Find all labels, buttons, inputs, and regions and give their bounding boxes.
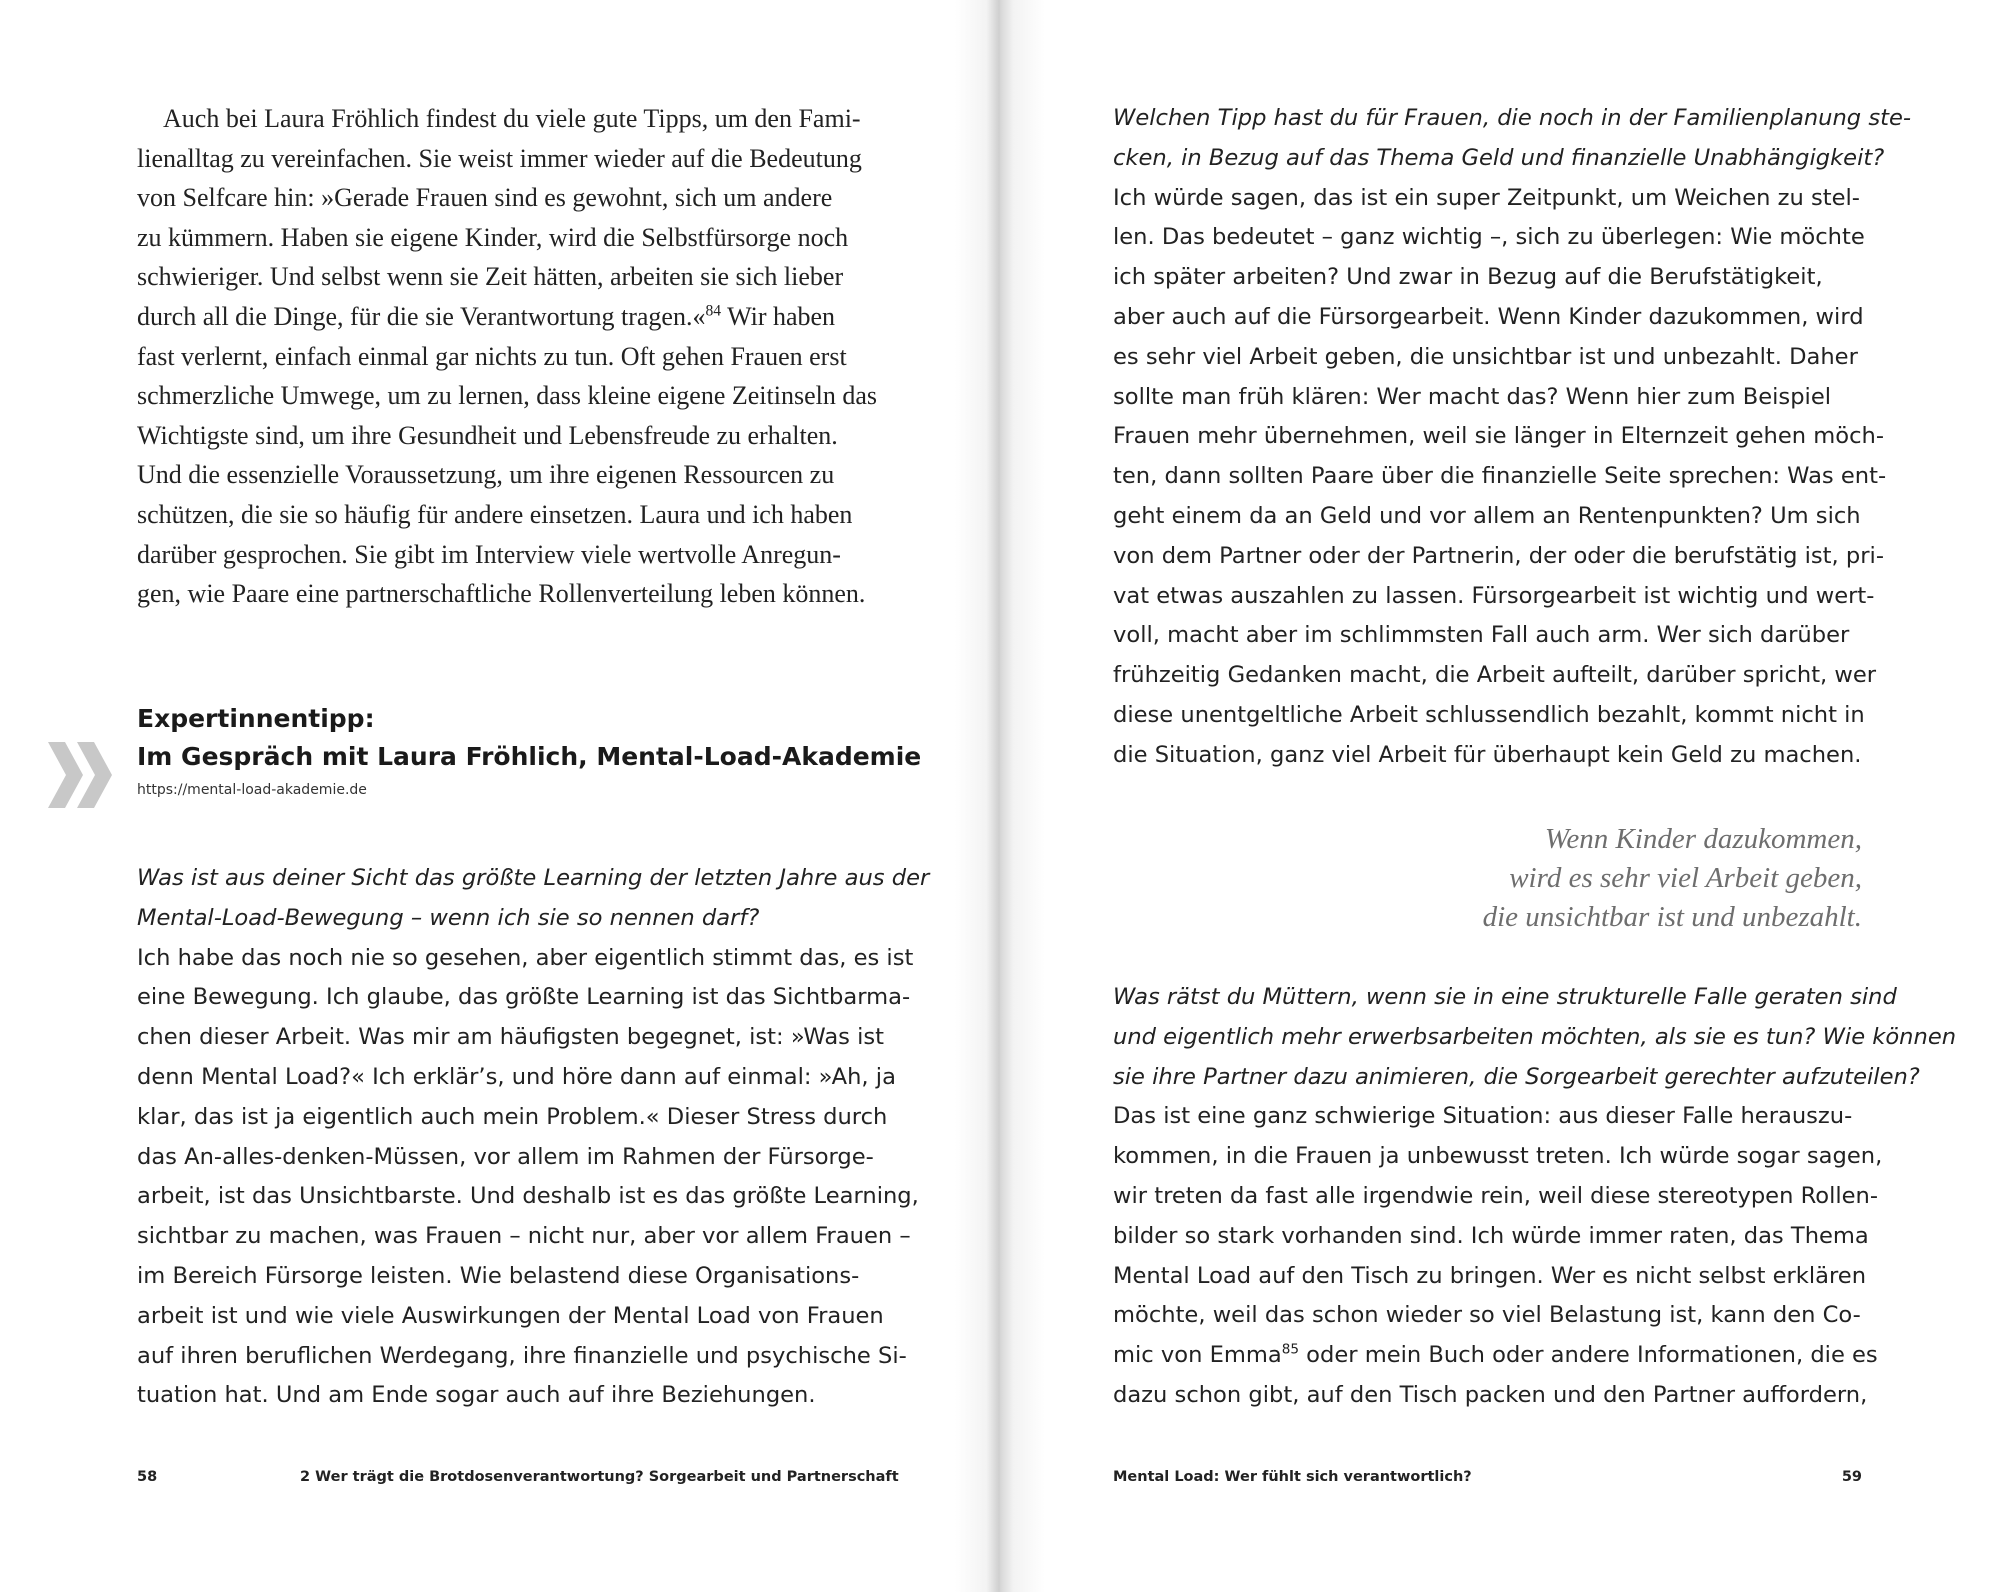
question-line: und eigentlich mehr erwerbsarbeiten möchten, als sie es tun? Wie können — [1113, 1023, 1957, 1050]
answer-line: es sehr viel Arbeit geben, die unsichtbar ist und unbezahlt. Daher — [1113, 343, 1858, 370]
page-number-right: 59 — [1841, 1469, 1862, 1485]
text-line: fast verlernt, einfach einmal gar nichts zu tun. Oft gehen Frauen erst — [137, 341, 847, 371]
question-line: Was rätst du Müttern, wenn sie in eine strukturelle Falle geraten sind — [1113, 984, 1897, 1010]
text-line: Auch bei Laura Fröhlich findest du viele gute Tipps, um den Fami- — [163, 104, 861, 133]
text-line: darüber gesprochen. Sie gibt im Interview viele wertvolle Anregun- — [137, 539, 841, 569]
answer-line: Frauen mehr übernehmen, weil sie länger in Elternzeit gehen möch- — [1113, 423, 1884, 450]
answer-line: ten, dann sollten Paare über die finanzielle Seite sprechen: Was ent- — [1113, 463, 1887, 490]
pull-quote-line: Wenn Kinder dazukommen, — [1544, 823, 1862, 855]
text-line: gen, wie Paare eine partnerschaftliche Rollenverteilung leben können. — [137, 579, 866, 609]
heading-line-1: Expertinnentipp: — [137, 704, 375, 733]
text-line: Und die essenzielle Voraussetzung, um ihre eigenen Ressourcen zu — [137, 460, 835, 490]
text-line: lienalltag zu vereinfachen. Sie weist immer wieder auf die Bedeutung — [137, 143, 862, 173]
section-heading — [137, 700, 921, 776]
double-chevron-right-icon — [48, 742, 118, 808]
question-2 — [1113, 99, 1911, 776]
answer-line: Ich habe das noch nie so gesehen, aber eigentlich stimmt das, es ist — [137, 944, 914, 971]
answer-line: dazu schon gibt, auf den Tisch packen und den Partner auffordern, — [1113, 1381, 1868, 1408]
answer-line: frühzeitig Gedanken macht, die Arbeit aufteilt, darüber spricht, wer — [1113, 662, 1877, 689]
answer-line: len. Das bedeutet – ganz wichtig –, sich zu überlegen: Wie möchte — [1113, 224, 1865, 251]
heading-line-2: Im Gespräch mit Laura Fröhlich, Mental-Load-Akademie — [137, 742, 922, 771]
question-line: cken, in Bezug auf das Thema Geld und finanzielle Unabhängigkeit? — [1113, 144, 1885, 171]
running-head-left: 2 Wer trägt die Brotdosenverantwortung? Sorgearbeit und Partnerschaft — [300, 1469, 899, 1485]
intro-paragraph — [137, 99, 889, 614]
left-page — [0, 0, 994, 1592]
answer-line: bilder so stark vorhanden sind. Ich würde immer raten, das Thema — [1113, 1222, 1869, 1249]
answer-line: chen dieser Arbeit. Was mir am häufigsten begegnet, ist: »Was ist — [137, 1024, 885, 1051]
text-line: Wichtigste sind, um ihre Gesundheit und Lebensfreude zu erhalten. — [137, 420, 838, 450]
question-line: Was ist aus deiner Sicht das größte Learning der letzten Jahre aus der — [137, 865, 930, 891]
pull-quote-line: die unsichtbar ist und unbezahlt. — [1482, 901, 1862, 933]
text-line: schwieriger. Und selbst wenn sie Zeit hätten, arbeiten sie sich lieber — [137, 262, 844, 292]
text-fragment: Wir haben — [721, 301, 836, 331]
answer-line: arbeit ist und wie viele Auswirkungen der Mental Load von Frauen — [137, 1302, 884, 1329]
answer-line: eine Bewegung. Ich glaube, das größte Learning ist das Sichtbarma- — [137, 984, 911, 1011]
answer-line: auf ihren beruflichen Werdegang, ihre finanzielle und psychische Si- — [137, 1342, 907, 1369]
pull-quote — [1162, 820, 1862, 937]
answer-line-with-footnote — [1113, 1336, 1878, 1376]
answer-line: wir treten da fast alle irgendwie rein, weil diese stereotypen Rollen- — [1113, 1182, 1879, 1209]
footnote-ref-84[interactable]: 84 — [705, 302, 722, 320]
running-head-right: Mental Load: Wer fühlt sich verantwortlich? — [1113, 1469, 1472, 1485]
answer-line: voll, macht aber im schlimmsten Fall auch arm. Wer sich darüber — [1113, 622, 1850, 649]
answer-line: geht einem da an Geld und vor allem an Rentenpunkten? Um sich — [1113, 502, 1861, 529]
answer-line: ich später arbeiten? Und zwar in Bezug auf die Berufstätigkeit, — [1113, 264, 1823, 291]
text-line: zu kümmern. Haben sie eigene Kinder, wird die Selbstfürsorge noch — [137, 222, 849, 252]
answer-line: vat etwas auszahlen zu lassen. Fürsorgearbeit ist wichtig und wert- — [1113, 582, 1875, 609]
text-fragment: oder mein Buch oder andere Informationen, die es — [1298, 1342, 1878, 1369]
answer-line: von dem Partner oder der Partnerin, der oder die berufstätig ist, pri- — [1113, 542, 1884, 569]
text-line: von Selfcare hin: »Gerade Frauen sind es gewohnt, sich um andere — [137, 183, 833, 213]
answer-line: sollte man früh klären: Wer macht das? Wenn hier zum Beispiel — [1113, 383, 1832, 410]
answer-line: kommen, in die Frauen ja unbewusst treten. Ich würde sogar sagen, — [1113, 1143, 1883, 1170]
answer-line: die Situation, ganz viel Arbeit für überhaupt kein Geld zu machen. — [1113, 741, 1862, 768]
pull-quote-line: wird es sehr viel Arbeit geben, — [1509, 862, 1862, 894]
answer-line: aber auch auf die Fürsorgearbeit. Wenn Kinder dazukommen, wird — [1113, 303, 1864, 330]
answer-line: sichtbar zu machen, was Frauen – nicht nur, aber vor allem Frauen – — [137, 1223, 911, 1250]
question-1 — [137, 859, 930, 1416]
footnote-ref-85[interactable]: 85 — [1281, 1341, 1299, 1358]
page-number-left: 58 — [137, 1469, 158, 1485]
answer-line: tuation hat. Und am Ende sogar auch auf ihre Beziehungen. — [137, 1382, 816, 1409]
answer-line: Ich würde sagen, das ist ein super Zeitpunkt, um Weichen zu stel- — [1113, 184, 1860, 211]
answer-line: denn Mental Load?« Ich erklär’s, und höre dann auf einmal: »Ah, ja — [137, 1063, 896, 1090]
question-line: Mental-Load-Bewegung – wenn ich sie so nennen darf? — [137, 904, 760, 931]
text-fragment: durch all die Dinge, für die sie Verantwortung tragen.« — [137, 301, 706, 331]
question-line: Welchen Tipp hast du für Frauen, die noch in der Familienplanung ste- — [1113, 105, 1911, 131]
answer-line: arbeit, ist das Unsichtbarste. Und deshalb ist es das größte Learning, — [137, 1183, 919, 1210]
answer-line: diese unentgeltliche Arbeit schlussendlich bezahlt, kommt nicht in — [1113, 701, 1865, 728]
website-link[interactable]: https://mental-load-akademie.de — [137, 782, 367, 798]
answer-line: im Bereich Fürsorge leisten. Wie belastend diese Organisations- — [137, 1262, 860, 1289]
answer-line: klar, das ist ja eigentlich auch mein Problem.« Dieser Stress durch — [137, 1103, 888, 1130]
question-line: sie ihre Partner dazu animieren, die Sorgearbeit gerechter aufzuteilen? — [1113, 1063, 1920, 1090]
question-3 — [1113, 978, 1957, 1416]
answer-line: möchte, weil das schon wieder so viel Belastung ist, kann den Co- — [1113, 1302, 1861, 1329]
text-fragment: mic von Emma — [1113, 1342, 1282, 1369]
answer-line: das An-alles-denken-Müssen, vor allem im Rahmen der Fürsorge- — [137, 1143, 874, 1170]
text-line: schützen, die sie so häufig für andere einsetzen. Laura und ich haben — [137, 499, 853, 529]
text-line: schmerzliche Umwege, um zu lernen, dass kleine eigene Zeitinseln das — [137, 381, 878, 411]
text-line-with-footnote — [137, 297, 889, 337]
answer-line: Mental Load auf den Tisch zu bringen. Wer es nicht selbst erklären — [1113, 1262, 1867, 1289]
answer-line: Das ist eine ganz schwierige Situation: aus dieser Falle herauszu- — [1113, 1103, 1853, 1130]
right-page — [1006, 0, 2000, 1592]
